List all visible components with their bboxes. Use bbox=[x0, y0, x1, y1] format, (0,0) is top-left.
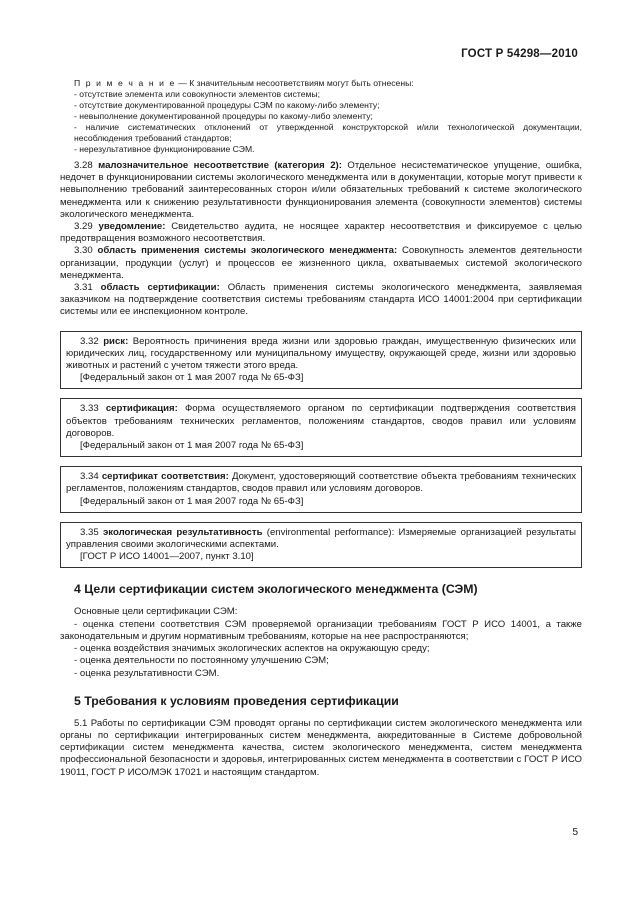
term-3-30: 3.30 область применения системы экологического менеджмента: Совокупность элементов деятельности организации, продукции (услуг) и процессов ее жизненного цикла, охватываемых системой экологического менеджмента. bbox=[60, 245, 583, 281]
note-item: - невыполнение документированной процедуры по какому-либо элементу; bbox=[74, 111, 373, 121]
boxed-term-3-32: 3.32 риск: Вероятность причинения вреда жизни или здоровью граждан, имущественную физических или юридических лиц, государственному или муниципальному имуществу, окружающей среде, жизни или здоровью животных и растений с учетом тяжести этого вреда. [Федеральный закон от 1 мая 2007 года № 65-ФЗ] bbox=[60, 331, 582, 390]
section-4-intro: Основные цели сертификации СЭМ: bbox=[74, 606, 238, 618]
section-4-heading: 4 Цели сертификации систем экологического менеджмента (СЭМ) bbox=[74, 582, 478, 597]
source-reference: [ГОСТ Р ИСО 14001—2007, пункт 3.10] bbox=[80, 551, 254, 563]
note-item: - нерезультативное функционирование СЭМ. bbox=[74, 144, 255, 154]
source-reference: [Федеральный закон от 1 мая 2007 года № 65-ФЗ] bbox=[80, 495, 304, 507]
source-reference: [Федеральный закон от 1 мая 2007 года № 65-ФЗ] bbox=[80, 440, 304, 452]
boxed-term-3-34: 3.34 сертификат соответствия: Документ, удостоверяющий соответствие объекта требованиям технических регламентов, положениям стандартов, сводов правил или условиям договоров. [Федеральный закон от 1 мая 2007 года № 65-ФЗ] bbox=[60, 466, 582, 513]
note-intro: — К значительным несоответствиям могут быть отнесены: bbox=[175, 78, 414, 88]
page-body bbox=[60, 78, 582, 779]
section-4-body bbox=[60, 606, 582, 679]
note-item: - отсутствие элемента или совокупности элементов системы; bbox=[74, 89, 320, 99]
document-header: ГОСТ Р 54298—2010 bbox=[461, 48, 578, 60]
note-item: - наличие систематических отклонений от утвержденной конструкторской и/или технологической документации, несоблюдения требований стандартов; bbox=[74, 122, 582, 143]
page-number: 5 bbox=[572, 827, 578, 838]
section-5-para: 5.1 Работы по сертификации СЭМ проводят органы по сертификации систем экологического менеджмента или органы по сертификации интегрированных систем менеджмента, аккредитованные в Системе добровольной сертификации систем менеджмента качества, систем экологического менеджмента, систем менеджмента профессиональной безопасности и здоровья, интегрированных систем менеджмента в соответствии с ГОСТ Р ИСО 19011, ГОСТ Р ИСО/МЭК 17021 и настоящим стандартом. bbox=[60, 717, 582, 778]
list-item: - оценка воздействия значимых экологических аспектов на окружающую среду; bbox=[74, 643, 430, 655]
source-reference: [Федеральный закон от 1 мая 2007 года № 65-ФЗ] bbox=[80, 372, 304, 384]
section-5-heading: 5 Требования к условиям проведения сертификации bbox=[74, 693, 399, 708]
note-item: - отсутствие документированной процедуры СЭМ по какому-либо элементу; bbox=[74, 100, 380, 110]
term-3-29: 3.29 уведомление: Свидетельство аудита, не носящее характер несоответствия и фиксируемое с целью предотвращения возможного несоответствия. bbox=[60, 221, 582, 245]
list-item: - оценка степени соответствия СЭМ проверяемой организации требованиям ГОСТ Р ИСО 14001, а также законодательным и другим нормативным требованиям, которые на нее распространяются; bbox=[60, 618, 582, 642]
list-item: - оценка результативности СЭМ. bbox=[74, 667, 220, 679]
note-block bbox=[60, 78, 582, 155]
term-3-28: 3.28 малозначительное несоответствие (категория 2): Отдельное несистематическое упущение, ошибка, недочет в функционировании системы экологического менеджмента или в документации, которые могут привести к невыполнению требований заинтересованных сторон и/или обязательных требований к системе экологического менеджмента или к снижению результативности функционирования элемента (совокупности элементов) системы экологического менеджмента. bbox=[60, 160, 582, 220]
list-item: - оценка деятельности по постоянному улучшению СЭМ; bbox=[74, 655, 329, 667]
note-label: П р и м е ч а н и е bbox=[74, 78, 176, 88]
boxed-term-3-35: 3.35 экологическая результативность (environmental performance): Измеряемые организацией результаты управления своими экологическими аспектами. [ГОСТ Р ИСО 14001—2007, пункт 3.10] bbox=[60, 522, 582, 569]
term-3-31: 3.31 область сертификации: Область применения системы экологического менеджмента, заявляемая заказчиком на подтверждение соответствия системы требованиям стандарта ИСО 14001:2004 при сертификации системы или ее инспекционном контроле. bbox=[60, 282, 582, 318]
boxed-term-3-33: 3.33 сертификация: Форма осуществляемого органом по сертификации подтверждения соответствия объектов требованиям технических регламентов, положениям стандартов, сводов правил или условиям договоров. [Федеральный закон от 1 мая 2007 года № 65-ФЗ] bbox=[60, 398, 582, 457]
